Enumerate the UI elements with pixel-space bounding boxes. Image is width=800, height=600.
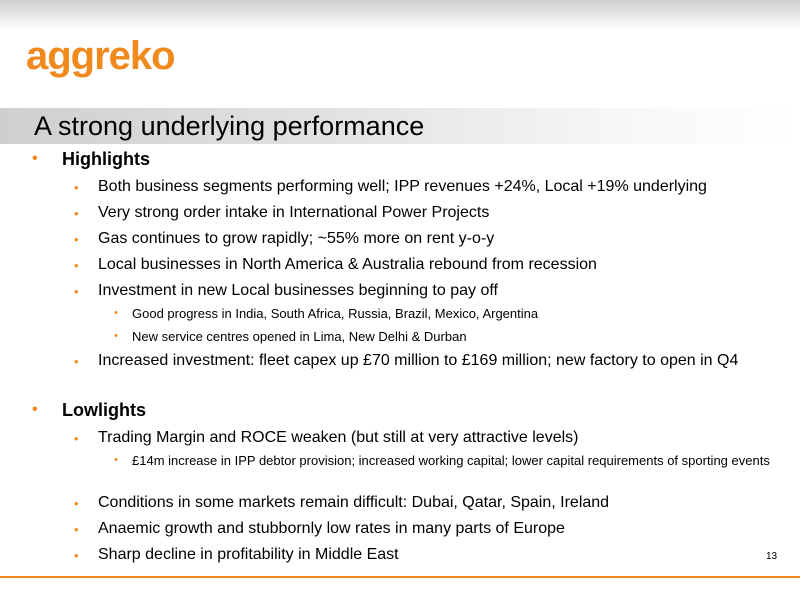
bottom-orange-rule <box>0 576 800 578</box>
bullet-icon: • <box>32 150 38 167</box>
bullet-icon: • <box>74 180 79 195</box>
list-item <box>74 428 778 448</box>
bullet-icon: • <box>74 258 79 273</box>
list-item <box>74 519 778 539</box>
list-item-text: Conditions in some markets remain difficult: Dubai, Qatar, Spain, Ireland <box>98 494 610 511</box>
list-item-text: Trading Margin and ROCE weaken (but still at very attractive levels) <box>98 429 579 446</box>
aggreko-logo: aggreko <box>26 34 175 78</box>
list-item <box>74 177 778 197</box>
list-item <box>74 229 778 249</box>
list-item-text: Sharp decline in profitability in Middle East <box>98 546 399 563</box>
sub-list-item-text: Good progress in India, South Africa, Russia, Brazil, Mexico, Argentina <box>132 306 539 321</box>
page-number: 13 <box>766 551 778 562</box>
list-item-text: Gas continues to grow rapidly; ~55% more on rent y-o-y <box>98 230 495 247</box>
heading-text: Lowlights <box>62 400 146 420</box>
heading-text: Highlights <box>62 149 150 169</box>
list-item-text: Both business segments performing well; IPP revenues +24%, Local +19% underlying <box>98 178 707 195</box>
top-gradient-band <box>0 0 800 30</box>
sub-list-item <box>114 452 772 469</box>
sub-list-item-text: £14m increase in IPP debtor provision; increased working capital; lower capital requirements of sporting events <box>132 453 770 468</box>
list-item <box>74 281 778 301</box>
list-item-text: Increased investment: fleet capex up £70 million to £169 million; new factory to open in Q4 <box>98 352 739 369</box>
list-item-text: Investment in new Local businesses beginning to pay off <box>98 282 498 299</box>
list-item <box>74 545 778 565</box>
bullet-icon: • <box>114 330 118 342</box>
sub-list-item <box>114 305 772 322</box>
bullet-icon: • <box>74 548 79 563</box>
section-heading-lowlights <box>32 399 146 421</box>
bullet-icon: • <box>32 401 38 418</box>
sub-list-item-text: New service centres opened in Lima, New Delhi & Durban <box>132 329 467 344</box>
sub-list-item <box>114 328 772 345</box>
section-heading-highlights <box>32 148 150 170</box>
bullet-icon: • <box>74 206 79 221</box>
list-item <box>74 203 778 223</box>
bullet-icon: • <box>74 354 79 369</box>
bullet-icon: • <box>114 454 118 466</box>
list-item-text: Very strong order intake in International Power Projects <box>98 204 490 221</box>
list-item-text: Anaemic growth and stubbornly low rates in many parts of Europe <box>98 520 565 537</box>
list-item <box>74 493 778 513</box>
bullet-icon: • <box>74 431 79 446</box>
bullet-icon: • <box>74 496 79 511</box>
slide-title: A strong underlying performance <box>34 111 425 141</box>
bullet-icon: • <box>74 284 79 299</box>
bullet-icon: • <box>74 522 79 537</box>
list-item-text: Local businesses in North America & Australia rebound from recession <box>98 256 597 273</box>
bullet-icon: • <box>114 307 118 319</box>
list-item <box>74 255 778 275</box>
bullet-icon: • <box>74 232 79 247</box>
list-item <box>74 351 778 371</box>
